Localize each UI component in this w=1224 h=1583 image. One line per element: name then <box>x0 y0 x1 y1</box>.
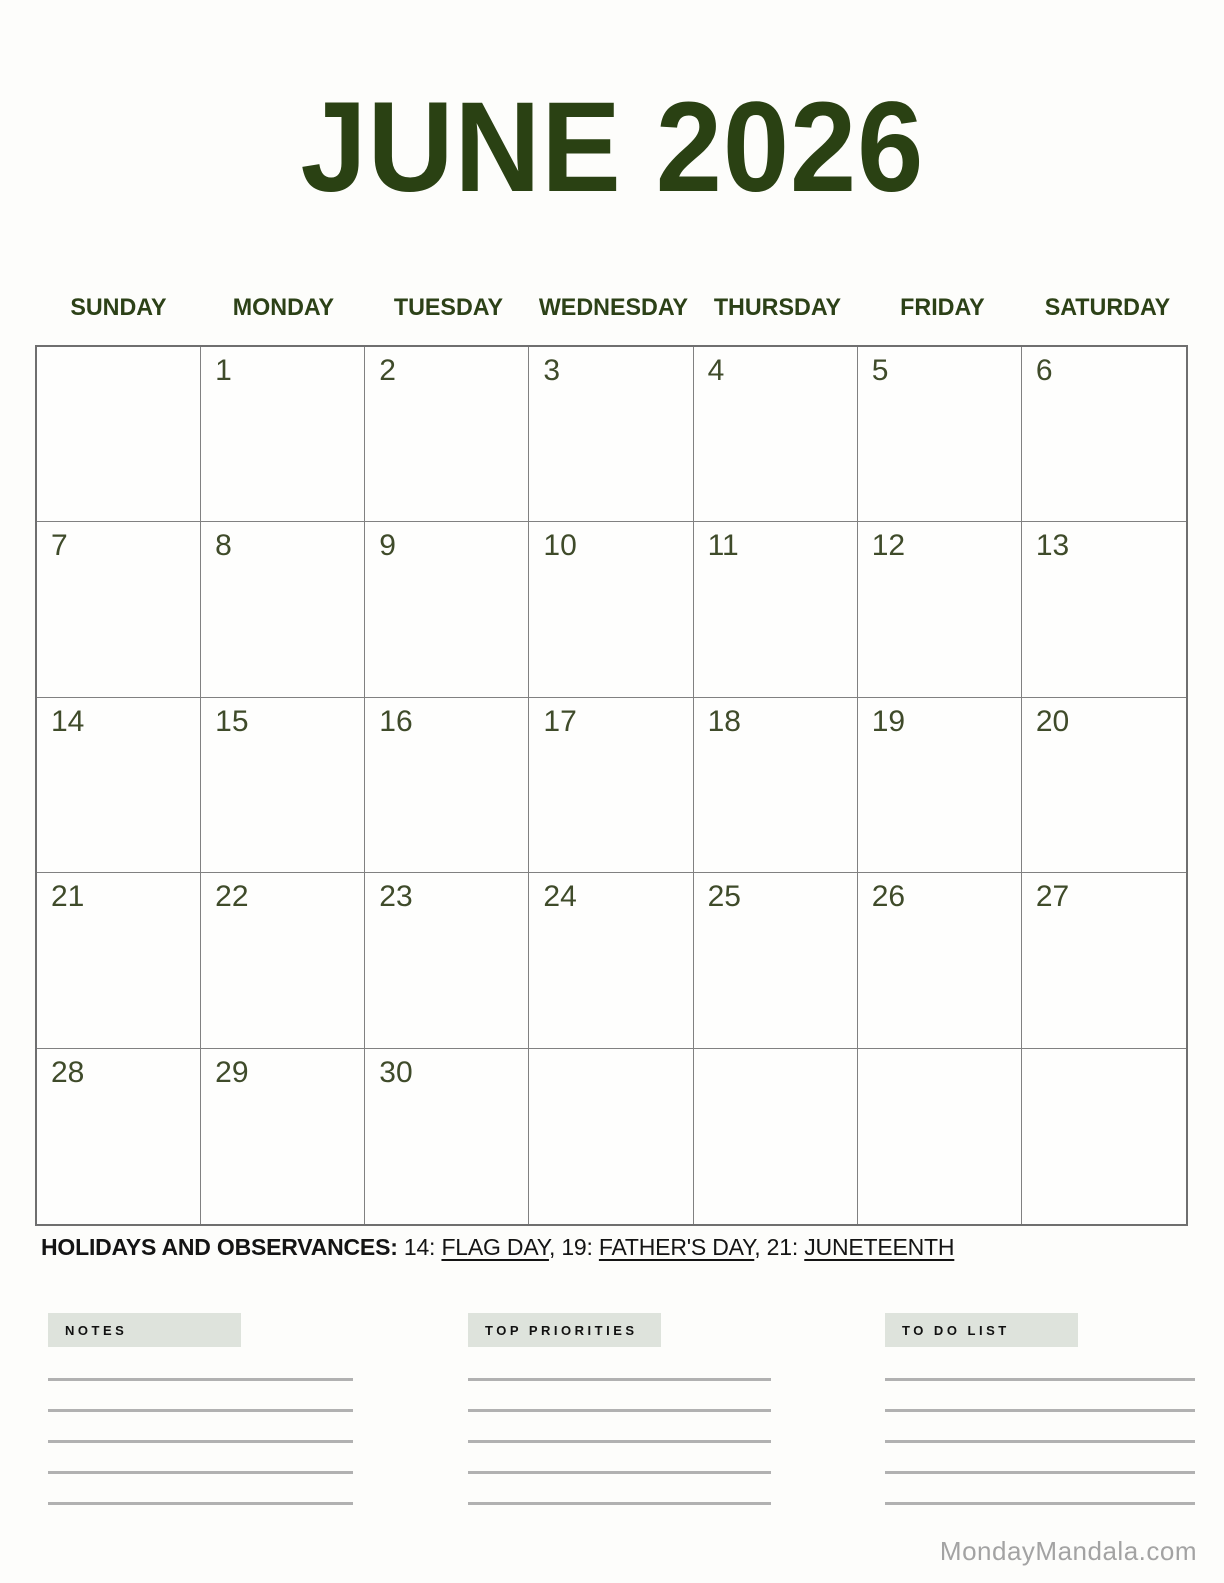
ruled-line <box>48 1409 353 1412</box>
section-header <box>468 1313 661 1347</box>
holiday-item <box>555 1234 754 1260</box>
calendar-cell-day-17 <box>529 698 693 873</box>
calendar-grid <box>35 345 1188 1226</box>
holiday-day: 21: <box>760 1234 805 1260</box>
date-number: 16 <box>379 704 413 738</box>
date-number: 20 <box>1035 704 1070 738</box>
calendar-cell-day-6 <box>1022 347 1186 522</box>
holiday-name: JUNETEENTH <box>804 1234 955 1260</box>
month-year-title: JUNE 2026 <box>300 76 924 219</box>
calendar-cell-day-29 <box>201 1049 365 1224</box>
weekday-label-friday: FRIDAY <box>900 294 985 321</box>
calendar-cell-empty <box>1022 1049 1186 1224</box>
holidays-line <box>41 1234 1201 1261</box>
ruled-line <box>885 1409 1195 1412</box>
calendar-cell-empty <box>858 1049 1022 1224</box>
calendar-cell-day-21 <box>37 873 201 1048</box>
section-top-priorities <box>468 1313 771 1347</box>
calendar-cell-day-1 <box>201 347 365 522</box>
calendar-cell-day-20 <box>1022 698 1186 873</box>
section-notes <box>48 1313 353 1347</box>
calendar-cell-day-26 <box>858 873 1022 1048</box>
date-number: 21 <box>51 880 85 914</box>
section-label: TO DO LIST <box>902 1322 1010 1338</box>
calendar-cell-day-24 <box>529 873 693 1048</box>
holiday-item <box>760 1234 954 1260</box>
holidays-items: 14: FLAG DAY, 19: FATHER'S DAY, 21: JUNETEENTH <box>403 1234 955 1260</box>
weekday-label-monday: MONDAY <box>232 294 334 321</box>
weekday-label-thursday: THURSDAY <box>714 294 842 321</box>
calendar-cell-day-30 <box>365 1049 529 1224</box>
calendar-cell-day-3 <box>529 347 693 522</box>
date-number: 14 <box>51 704 85 738</box>
holiday-name: FLAG DAY <box>441 1234 549 1260</box>
section-to-do-list <box>885 1313 1195 1347</box>
date-number: 10 <box>543 529 577 563</box>
date-number: 15 <box>215 704 249 738</box>
calendar-cell-day-8 <box>201 522 365 697</box>
calendar-cell-day-15 <box>201 698 365 873</box>
calendar-cell-day-7 <box>37 522 201 697</box>
holiday-item <box>404 1234 549 1260</box>
calendar-cell-day-4 <box>694 347 858 522</box>
date-number: 5 <box>871 354 889 387</box>
date-number: 12 <box>871 529 906 563</box>
date-number: 6 <box>1035 354 1053 387</box>
date-number: 26 <box>871 880 906 914</box>
date-number: 3 <box>543 354 561 387</box>
date-number: 29 <box>215 1055 249 1089</box>
weekday-header-row <box>36 288 1190 322</box>
ruled-line <box>48 1502 353 1505</box>
footer-brand: MondayMandala.com <box>939 1536 1197 1566</box>
calendar-cell-day-18 <box>694 698 858 873</box>
ruled-line <box>885 1471 1195 1474</box>
ruled-line <box>885 1378 1195 1381</box>
calendar-cell-day-12 <box>858 522 1022 697</box>
weekday-label-wednesday: WEDNESDAY <box>538 294 688 321</box>
date-number: 8 <box>215 529 232 563</box>
ruled-line <box>468 1409 771 1412</box>
calendar-cell-day-25 <box>694 873 858 1048</box>
calendar-cell-day-5 <box>858 347 1022 522</box>
date-number: 9 <box>379 529 396 563</box>
calendar-cell-day-27 <box>1022 873 1186 1048</box>
date-number: 27 <box>1035 880 1070 914</box>
calendar-cell-day-2 <box>365 347 529 522</box>
calendar-cell-empty <box>694 1049 858 1224</box>
calendar-cell-day-22 <box>201 873 365 1048</box>
section-label: TOP PRIORITIES <box>485 1322 638 1338</box>
date-number: 19 <box>871 704 906 738</box>
holidays-label: HOLIDAYS AND OBSERVANCES: <box>41 1234 398 1260</box>
holiday-day: 14: <box>403 1234 442 1260</box>
ruled-line <box>885 1440 1195 1443</box>
holiday-day: 19: <box>555 1234 599 1260</box>
calendar-cell-day-23 <box>365 873 529 1048</box>
ruled-line <box>48 1378 353 1381</box>
calendar-cell-day-19 <box>858 698 1022 873</box>
ruled-line <box>468 1440 771 1443</box>
date-number: 2 <box>379 354 396 387</box>
page-title <box>0 76 1224 219</box>
holiday-name: FATHER'S DAY <box>598 1234 755 1260</box>
calendar-cell-day-28 <box>37 1049 201 1224</box>
weekday-label-tuesday: TUESDAY <box>393 294 503 321</box>
ruled-line <box>885 1502 1195 1505</box>
ruled-line <box>468 1378 771 1381</box>
date-number: 7 <box>51 529 68 563</box>
calendar-cell-day-16 <box>365 698 529 873</box>
date-number: 24 <box>543 880 577 914</box>
calendar-cell-day-11 <box>694 522 858 697</box>
date-number: 28 <box>51 1055 85 1089</box>
calendar-cell-day-13 <box>1022 522 1186 697</box>
date-number: 17 <box>543 704 577 738</box>
section-header <box>48 1313 241 1347</box>
section-header <box>885 1313 1078 1347</box>
calendar-cell-day-9 <box>365 522 529 697</box>
section-label: NOTES <box>65 1322 128 1338</box>
date-number: 18 <box>707 704 741 738</box>
date-number: 30 <box>379 1055 413 1089</box>
date-number: 13 <box>1035 529 1070 563</box>
ruled-line <box>48 1440 353 1443</box>
calendar-cell-empty <box>529 1049 693 1224</box>
calendar-cell-empty <box>37 347 201 522</box>
ruled-line <box>48 1471 353 1474</box>
calendar-cell-day-10 <box>529 522 693 697</box>
date-number: 25 <box>707 880 741 914</box>
date-number: 11 <box>707 529 739 563</box>
date-number: 22 <box>215 880 249 914</box>
weekday-label-saturday: SATURDAY <box>1044 294 1171 321</box>
date-number: 4 <box>707 354 725 387</box>
ruled-line <box>468 1471 771 1474</box>
weekday-label-sunday: SUNDAY <box>70 294 167 321</box>
ruled-line <box>468 1502 771 1505</box>
date-number: 1 <box>215 354 232 387</box>
calendar-cell-day-14 <box>37 698 201 873</box>
date-number: 23 <box>379 880 413 914</box>
